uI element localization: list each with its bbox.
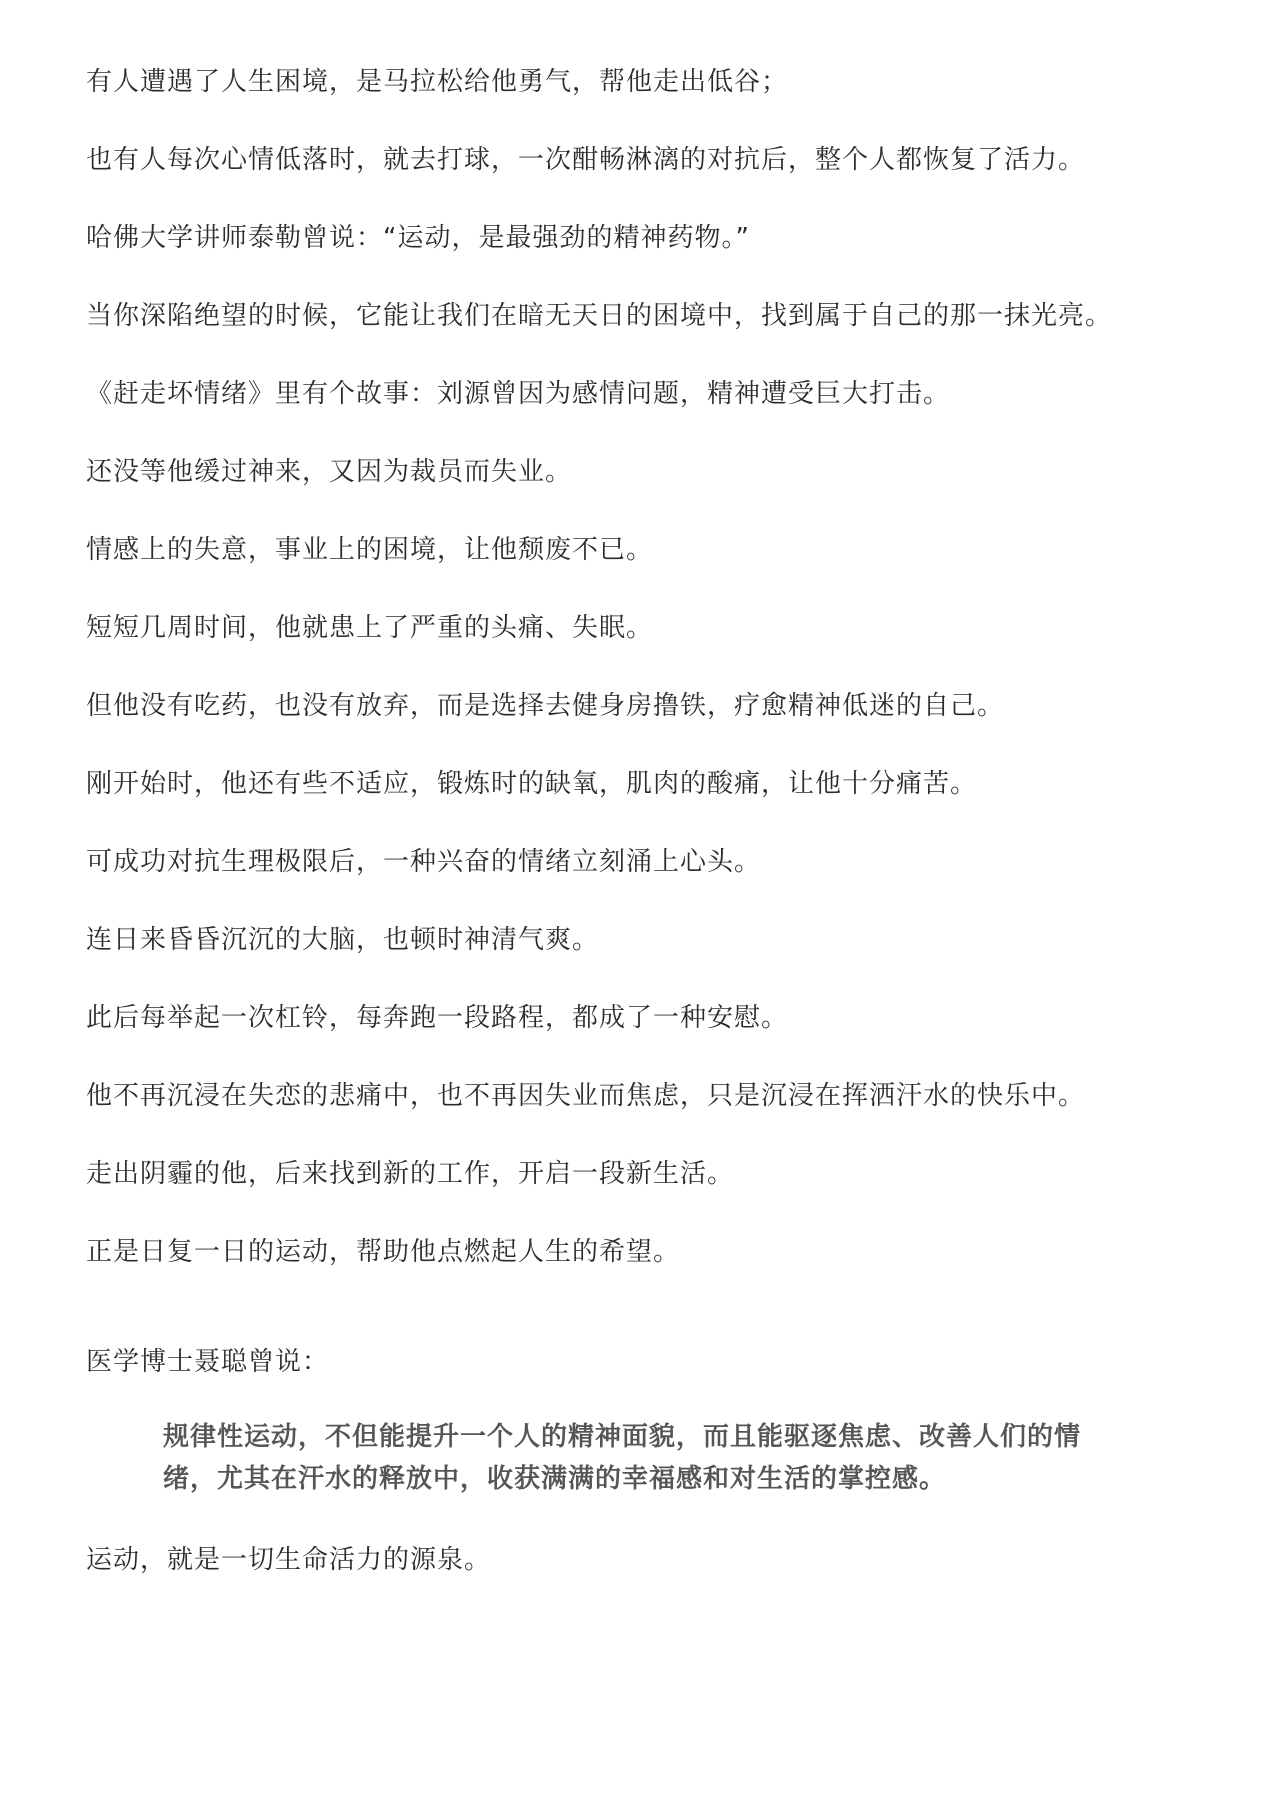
paragraph: 连日来昏昏沉沉的大脑，也顿时神清气爽。	[86, 925, 600, 955]
paragraph: 也有人每次心情低落时，就去打球，一次酣畅淋漓的对抗后，整个人都恢复了活力。	[86, 145, 1086, 175]
paragraph: 《赶走坏情绪》里有个故事：刘源曾因为感情问题，精神遭受巨大打击。	[86, 379, 951, 409]
paragraph: 刚开始时，他还有些不适应，锻炼时的缺氧，肌肉的酸痛，让他十分痛苦。	[86, 769, 978, 799]
paragraph: 情感上的失意，事业上的困境，让他颓废不已。	[86, 535, 654, 565]
closing-paragraph: 运动，就是一切生命活力的源泉。	[86, 1545, 492, 1575]
paragraph: 哈佛大学讲师泰勒曾说：“运动，是最强劲的精神药物。”	[86, 223, 750, 253]
paragraph: 正是日复一日的运动，帮助他点燃起人生的希望。	[86, 1237, 681, 1267]
paragraph: 有人遭遇了人生困境，是马拉松给他勇气，帮他走出低谷；	[86, 67, 789, 97]
paragraph: 此后每举起一次杠铃，每奔跑一段路程，都成了一种安慰。	[86, 1003, 789, 1033]
paragraph: 但他没有吃药，也没有放弃，而是选择去健身房撸铁，疗愈精神低迷的自己。	[86, 691, 1005, 721]
block-quote: 规律性运动，不但能提升一个人的精神面貌，而且能驱逐焦虑、改善人们的情绪，尤其在汗水的释放中，收获满满的幸福感和对生活的掌控感。	[163, 1422, 1082, 1494]
paragraph: 还没等他缓过神来，又因为裁员而失业。	[86, 457, 573, 487]
paragraph: 可成功对抗生理极限后，一种兴奋的情绪立刻涌上心头。	[86, 847, 762, 877]
paragraph: 当你深陷绝望的时候，它能让我们在暗无天日的困境中，找到属于自己的那一抹光亮。	[86, 301, 1113, 331]
paragraph: 他不再沉浸在失恋的悲痛中，也不再因失业而焦虑，只是沉浸在挥洒汗水的快乐中。	[86, 1081, 1086, 1111]
paragraph: 短短几周时间，他就患上了严重的头痛、失眠。	[86, 613, 654, 643]
quote-intro: 医学博士聂聪曾说：	[86, 1347, 330, 1377]
paragraph: 走出阴霾的他，后来找到新的工作，开启一段新生活。	[86, 1159, 735, 1189]
